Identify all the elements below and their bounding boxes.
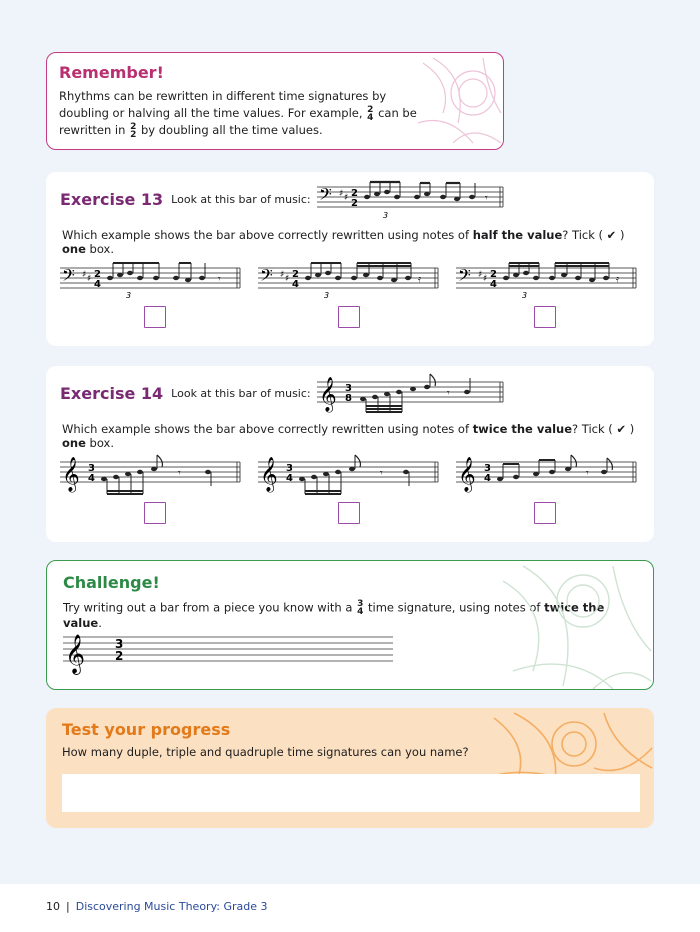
svg-text:4: 4 [88,473,95,484]
svg-text:𝄾: 𝄾 [218,274,221,285]
option-c [456,258,636,338]
svg-text:4: 4 [490,279,497,290]
svg-text:𝄢: 𝄢 [62,265,75,289]
svg-text:𝄢: 𝄢 [318,184,332,208]
svg-text:3: 3 [115,637,124,651]
svg-text:𝄿: 𝄿 [418,274,422,285]
tick-box[interactable] [534,502,556,524]
option-a [60,258,240,338]
svg-text:2: 2 [94,269,101,280]
blank-staff[interactable] [63,629,397,675]
challenge-title: Challenge! [63,573,160,592]
option-b [258,450,438,530]
answer-options [60,258,640,338]
svg-text:2: 2 [115,649,124,663]
exercise-title: Exercise 14 [60,383,164,403]
exercise-14 [46,366,654,542]
svg-text:𝄞: 𝄞 [62,457,80,492]
svg-text:𝄞: 𝄞 [260,457,278,492]
tick-box[interactable] [144,502,166,524]
svg-text:4: 4 [286,473,293,484]
svg-text:𝄢: 𝄢 [458,265,471,289]
svg-text:𝄿: 𝄿 [616,274,620,285]
music-bar-example [317,372,507,414]
answer-options [60,450,640,530]
time-signature-fraction: 3 4 [357,599,364,617]
tick-box[interactable] [338,306,360,328]
svg-text:2: 2 [350,188,358,199]
music-bar-option [456,450,640,496]
svg-text:𝄾: 𝄾 [178,468,181,479]
time-signature-fraction: 2 2 [130,121,137,140]
tick-box[interactable] [144,306,166,328]
svg-text:♯: ♯ [478,270,483,280]
exercise-instruction: Look at this bar of music: [171,386,311,400]
svg-text:3: 3 [522,291,528,300]
svg-text:4: 4 [484,473,491,484]
svg-text:3: 3 [286,463,293,474]
music-bar-option [258,450,442,496]
svg-text:♯: ♯ [87,274,92,284]
svg-text:8: 8 [344,393,352,404]
option-c [456,450,636,530]
svg-text:𝄞: 𝄞 [65,634,86,674]
page-number: 10 [46,900,60,913]
svg-text:♯: ♯ [285,274,290,284]
svg-text:3: 3 [88,463,95,474]
exercise-question: Which example shows the bar above correctly rewritten using notes of half the value? Tick ( ✔ ) one box. [62,228,625,256]
svg-text:𝄾: 𝄾 [446,388,450,399]
music-bar-option [60,258,244,302]
time-signature-fraction: 2 4 [367,104,374,123]
svg-text:2: 2 [350,198,358,209]
progress-title: Test your progress [62,720,231,739]
svg-text:♯: ♯ [338,189,343,199]
svg-text:4: 4 [94,279,101,290]
challenge-box [46,560,654,690]
footer-separator: | [66,900,70,913]
exercise-question: Which example shows the bar above correctly rewritten using notes of twice the value? Tick ( ✔ ) one box. [62,422,635,450]
progress-question: How many duple, triple and quadruple time signatures can you name? [62,745,469,759]
tick-box[interactable] [534,306,556,328]
music-bar-option [60,450,244,496]
exercise-13 [46,172,654,346]
svg-text:♯: ♯ [343,193,348,203]
tick-box[interactable] [338,502,360,524]
page-footer [0,884,700,932]
exercise-instruction: Look at this bar of music: [171,192,311,206]
svg-text:𝄾: 𝄾 [380,468,383,479]
svg-text:𝄞: 𝄞 [458,457,476,492]
svg-text:𝄾: 𝄾 [484,193,488,204]
option-b [258,258,438,338]
svg-text:3: 3 [382,211,388,219]
svg-text:4: 4 [292,279,299,290]
svg-text:3: 3 [344,383,352,394]
svg-text:𝄾: 𝄾 [586,468,589,479]
challenge-text: Try writing out a bar from a piece you know with a 3 4 time signature, using notes of twice the value. [63,599,605,630]
music-bar-option [258,258,442,302]
remember-box [46,52,504,150]
svg-text:2: 2 [292,269,299,280]
svg-text:♯: ♯ [483,274,488,284]
svg-text:♯: ♯ [82,270,87,280]
svg-text:𝄞: 𝄞 [318,377,337,412]
svg-text:2: 2 [490,269,497,280]
remember-title: Remember! [59,63,164,82]
svg-text:3: 3 [324,291,330,300]
svg-text:3: 3 [484,463,491,474]
svg-text:♯: ♯ [280,270,285,280]
book-title: Discovering Music Theory: Grade 3 [75,900,268,913]
svg-text:3: 3 [126,291,132,300]
music-bar-option [456,258,640,302]
music-bar-example [317,179,507,219]
remember-text: Rhythms can be rewritten in different time signatures by doubling or halving all the time values. For example, 2 4 can be rewritten in 2 2 by doubling all the time values. [59,89,417,140]
exercise-title: Exercise 13 [60,189,164,209]
option-a [60,450,240,530]
progress-box [46,708,654,828]
svg-text:𝄢: 𝄢 [260,265,273,289]
answer-field[interactable] [62,774,640,812]
